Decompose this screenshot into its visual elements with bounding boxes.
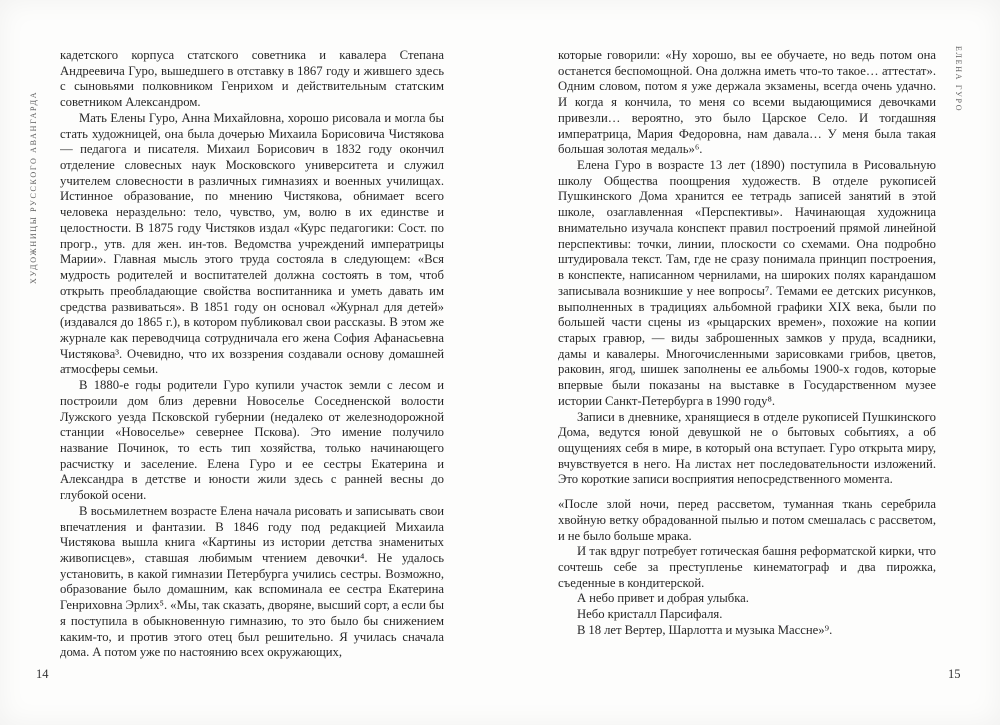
right-page-number: 15 bbox=[948, 667, 961, 681]
quote-paragraph: В 18 лет Вертер, Шарлотта и музыка Массне»⁹. bbox=[577, 622, 833, 637]
paragraph: Мать Елены Гуро, Анна Михайловна, хорошо рисовала и могла бы стать художницей, она была дочерью Михаила Борисовича Чистякова — педагога и писателя. Михаил Борисович в 1832 году окончил отделение словесных наук Московского университета и служил учителем словесности в различных гимназиях и военных училищах. Истинное образование, по мнению Чистякова, обнимает всего человека нераздельно: тело, чувство, ум, волю в их единстве и целостности. В 1875 году Чистяков издал «Курс педагогики: Сост. по прогр., утв. для жен. ин-тов. Ведомства учреждений императрицы Марии». Главная мысль этого труда состояла в следующем: «Вся мудрость родителей и воспитателей должна состоять в том, чтоб открыть преобладающие свойства воспитанника и уметь давать им средства развиваться». В 1851 году он основал «Журнал для детей» (издавался до 1865 г.), в котором публиковал свои рассказы. В этом же журнале как переводчица сотрудничала его жена София Афанасьевна Чистякова³. Очевидно, что их воззрения создавали основу домашней атмосферы семьи. bbox=[60, 110, 444, 377]
quote-paragraph: А небо привет и добрая улыбка. bbox=[577, 591, 749, 606]
right-running-title: ЕЛЕНА ГУРО bbox=[954, 46, 963, 113]
right-page-text bbox=[558, 48, 936, 670]
paragraph: которые говорили: «Ну хорошо, вы ее обучаете, но ведь потом она останется беспомощной. Она должна иметь что-то такое… аттестат». Одним словом, потом я уже держала экзамены, всегда очень удачно. И когда я кончила, то меня со всеми выдающимися девочками привезли… вероятно, это было Царское Село. И тогдашняя императрица, Мария Федоровна, нам давала… У меня была такая большая золотая медаль»⁶. bbox=[558, 48, 936, 157]
paragraph: В восьмилетнем возрасте Елена начала рисовать и записывать свои впечатления и фантазии. В 1846 году под редакцией Михаила Чистякова вышла книга «Картины из истории детства знаменитых живописцев», ставшая любимым чтением девочки⁴. Не удалось установить, в какой гимназии Петербурга учились сестры. Возможно, образование было домашним, как вспоминала ее сестра Екатерина Генриховна Эрлих⁵. «Мы, так сказать, дворяне, высший сорт, а если бы я поступила в обыкновенную гимназию, то это было бы снижением каким-то, и против этого отец был решительно. Я училась сначала дома. А потом уже по настоянию всех окружающих, bbox=[60, 503, 444, 660]
paragraph: В 1880-е годы родители Гуро купили участок земли с лесом и построили дом близ деревни Новоселье Соседненской волости Лужского уезда Псковской губернии (недалеко от железнодорожной станции «Новоселье» севернее Пскова). Это имение получило название Починок, то есть тип хозяйства, только начинающего расчистку и заселение. Елена Гуро и ее сестры Екатерина и Александра в детстве и юности жили здесь с ранней весны до глубокой осени. bbox=[60, 378, 444, 503]
quote-paragraph: Небо кристалл Парсифаля. bbox=[577, 607, 723, 622]
paragraph: Записи в дневнике, хранящиеся в отделе рукописей Пушкинского Дома, ведутся юной девушкой не о бытовых событиях, а об ощущениях себя в мире, в который она вступает. Гуро открыта миру, вчувствуется в него. На листах нет последовательности изложений. Это короткие записи восприятия непосредственного момента. bbox=[558, 409, 936, 487]
left-page-text bbox=[60, 48, 444, 670]
quote-paragraph: И так вдруг потребует готическая башня реформатской кирки, что сочтешь себе за преступленье кинематограф и два пирожка, съеденные в кондитерской. bbox=[558, 544, 936, 590]
paragraph: кадетского корпуса статского советника и кавалера Степана Андреевича Гуро, вышедшего в отставку в 1867 году и жившего здесь с сыновьями полковником Генрихом и действительным статским советником Александром. bbox=[60, 48, 444, 110]
left-page-number: 14 bbox=[36, 667, 49, 681]
paragraph: Елена Гуро в возрасте 13 лет (1890) поступила в Рисовальную школу Общества поощрения художеств. В отделе рукописей Пушкинского Дома хранится ее тетрадь записей занятий в этой школе, озаглавленная «Перспективы». Начинающая художница внимательно изучала конспект правил построений прямой линейной перспективы: точки, линии, плоскости со схемами. Она подробно штудировала текст. Там, где не сразу понимала принцип построения, в конспекте, написанном чернилами, на широких полях карандашом записывала возникшие у нее вопросы⁷. Темами ее детских рисунков, выполненных в традициях альбомной графики XIX века, были по большей части сцены из «рыцарских времен», похожие на копии старых гравюр, — виды заброшенных замков у пруда, всадники, дамы и кавалеры. Многочисленными зарисовками грибов, цветов, раковин, ягод, шишек заполнены ее альбомы 1900-х годов, которые впервые были показаны на выставке в Государственном музее истории Санкт-Петербурга в 1990 году⁸. bbox=[558, 158, 936, 408]
quote-paragraph: «После злой ночи, перед рассветом, туманная ткань серебрила хвойную ветку обрадованной пылью и потом смешалась с рассветом, и не было больше мрака. bbox=[558, 497, 936, 543]
left-running-title: ХУДОЖНИЦЫ РУССКОГО АВАНГАРДА bbox=[29, 90, 38, 284]
